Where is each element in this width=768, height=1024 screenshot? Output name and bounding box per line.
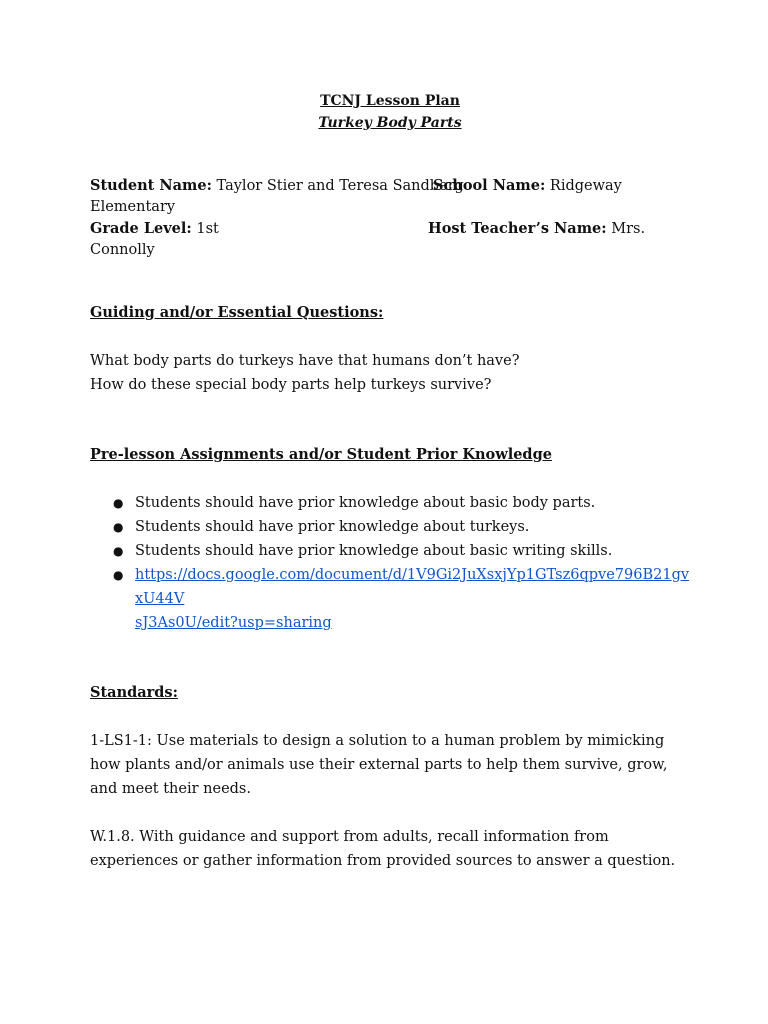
document-subtitle: Turkey Body Parts [318, 115, 462, 131]
prior-item-text: Students should have prior knowledge about basic body parts. [135, 495, 596, 511]
host-teacher-continuation: Connolly [90, 242, 155, 258]
prior-knowledge-list [90, 491, 690, 635]
bullet-icon: ● [113, 520, 124, 534]
bullet-icon: ● [113, 496, 124, 510]
student-name-value: Taylor Stier and Teresa Sandberg [216, 178, 464, 194]
list-item [90, 539, 690, 563]
host-teacher-value: Mrs. [611, 221, 646, 237]
host-teacher-label: Host Teacher’s Name: [428, 220, 607, 237]
list-item [90, 491, 690, 515]
list-item [90, 515, 690, 539]
prior-item-text: Students should have prior knowledge about basic writing skills. [135, 543, 613, 559]
guiding-question-1: What body parts do turkeys have that humans don’t have? [90, 353, 520, 369]
school-name-continuation: Elementary [90, 199, 176, 215]
grade-level-value: 1st [196, 221, 219, 237]
bullet-icon: ● [113, 544, 124, 558]
google-doc-link[interactable] [135, 567, 689, 631]
standards-heading: Standards: [90, 684, 178, 701]
school-name-value: Ridgeway [549, 178, 622, 194]
student-school-row [90, 175, 690, 197]
standard-w-1-8: W.1.8. With guidance and support from adults, recall information from experiences or gather information from provided sources to answer a question. [90, 829, 676, 869]
guiding-questions-heading: Guiding and/or Essential Questions: [90, 304, 384, 321]
school-name-label: School Name: [433, 177, 546, 194]
document-title: TCNJ Lesson Plan [320, 93, 460, 109]
standard-1-ls1-1: 1-LS1-1: Use materials to design a solution to a human problem by mimicking how plants and/or animals use their external parts to help them survive, grow, and meet their needs. [90, 733, 668, 797]
document-page [90, 90, 690, 873]
prior-knowledge-heading: Pre-lesson Assignments and/or Student Prior Knowledge [90, 446, 552, 463]
google-doc-link-line-2[interactable]: sJ3As0U/edit?usp=sharing [135, 615, 332, 631]
grade-teacher-row [90, 218, 690, 240]
google-doc-link-line-1[interactable]: https://docs.google.com/document/d/1V9Gi2JuXsxjYp1GTsz6qpve796B21gvxU44V [135, 567, 690, 607]
list-item [90, 563, 690, 635]
guiding-question-2: How do these special body parts help turkeys survive? [90, 377, 492, 393]
bullet-icon: ● [113, 568, 124, 582]
student-name-label: Student Name: [90, 177, 212, 194]
prior-item-text: Students should have prior knowledge about turkeys. [135, 519, 530, 535]
grade-level-label: Grade Level: [90, 220, 192, 237]
